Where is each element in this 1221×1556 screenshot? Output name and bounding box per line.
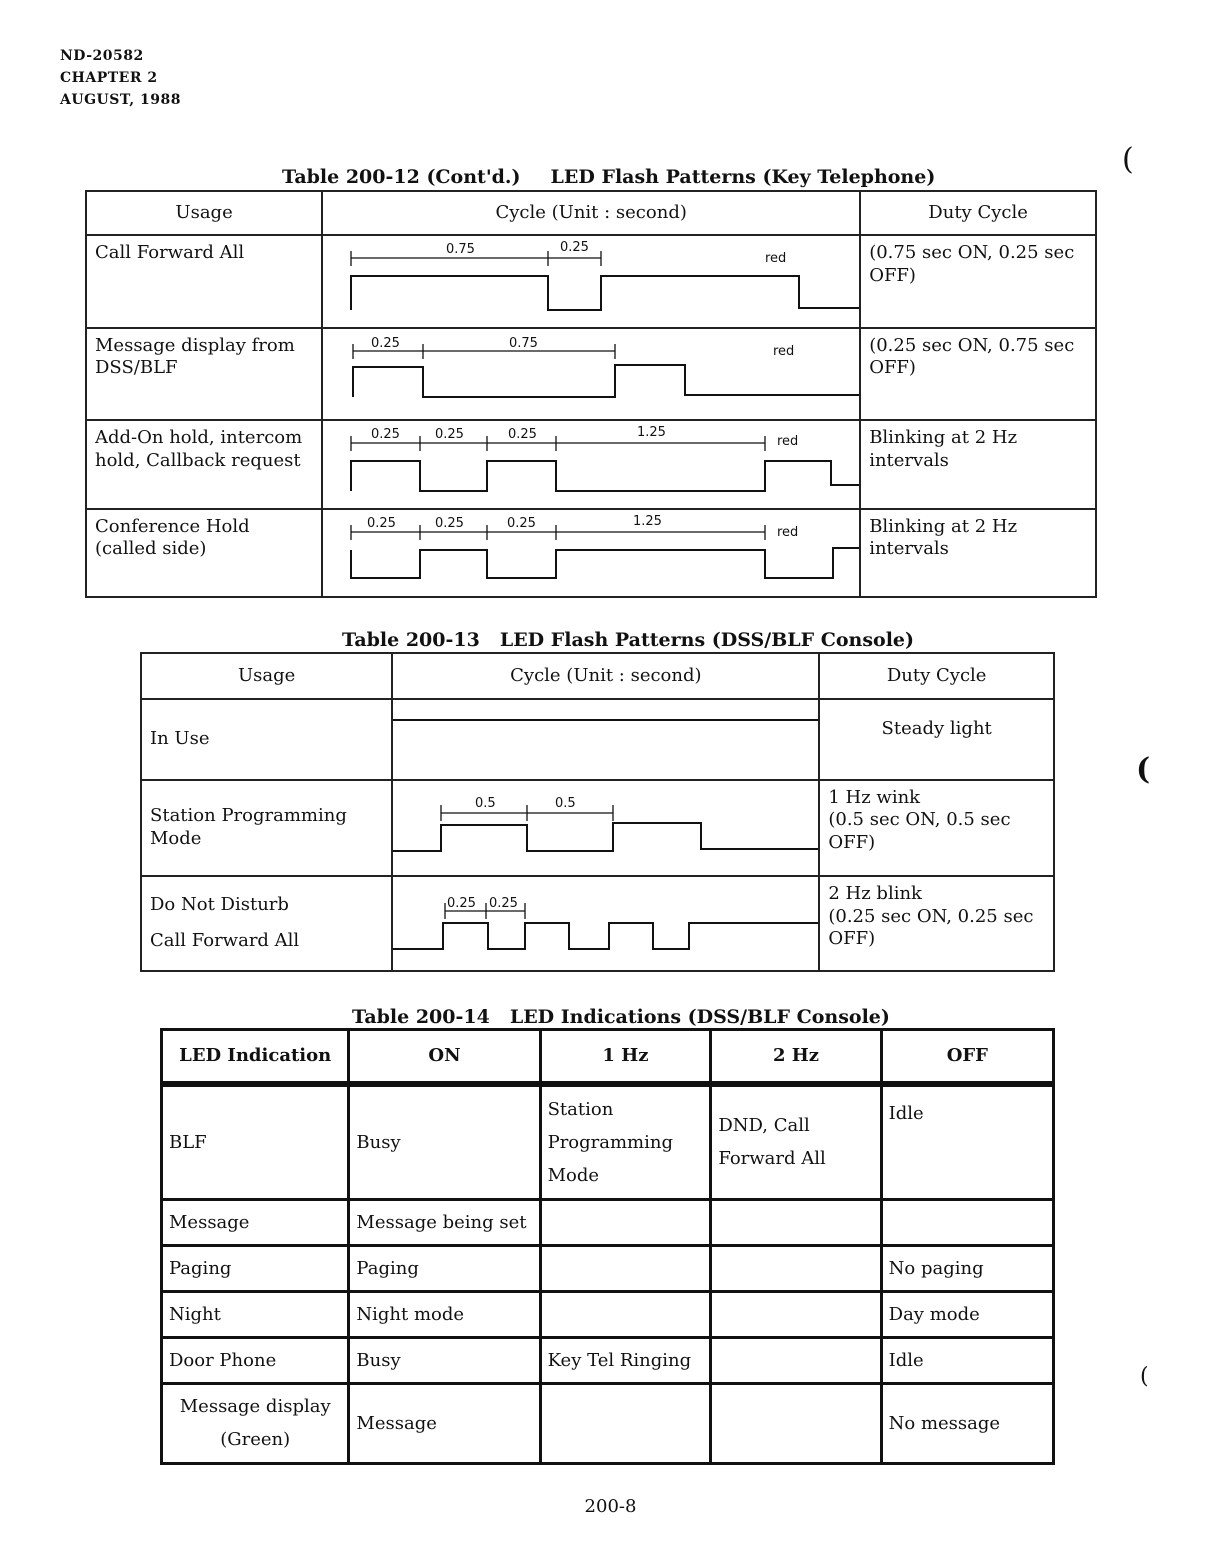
interval-label: 0.25 bbox=[507, 515, 537, 531]
table-12-caption: Table 200-12 (Cont'd.) LED Flash Patterns (Key Telephone) bbox=[282, 166, 936, 188]
waveform-conference-hold bbox=[323, 510, 859, 590]
cell-2hz bbox=[711, 1292, 881, 1338]
table-row bbox=[141, 876, 1054, 971]
table-row bbox=[162, 1246, 1054, 1292]
table-row bbox=[162, 1384, 1054, 1464]
table-row bbox=[86, 328, 1096, 421]
cell-1hz bbox=[540, 1200, 711, 1246]
table-row bbox=[86, 420, 1096, 509]
interval-label: 0.5 bbox=[555, 795, 577, 811]
usage-cell: In Use bbox=[141, 699, 392, 780]
header-cycle: Cycle (Unit : second) bbox=[322, 191, 860, 235]
usage-line: Do Not Disturb bbox=[150, 893, 289, 915]
cell-1hz bbox=[540, 1246, 711, 1292]
duty-cell: Blinking at 2 Hz intervals bbox=[860, 509, 1096, 598]
waveform-message-display bbox=[323, 329, 859, 413]
table-14-caption: Table 200-14 LED Indications (DSS/BLF Console) bbox=[352, 1006, 890, 1028]
duty-title: 2 Hz blink bbox=[828, 883, 922, 904]
duty-cell: (0.25 sec ON, 0.75 sec OFF) bbox=[860, 328, 1096, 421]
cell-indication: Message bbox=[162, 1200, 349, 1246]
cell-on: Busy bbox=[349, 1084, 540, 1200]
usage-cell: Conference Hold (called side) bbox=[86, 509, 322, 598]
cell-2hz: DND, Call Forward All bbox=[711, 1084, 881, 1200]
margin-mark: ( bbox=[1122, 142, 1134, 177]
duty-cell: Blinking at 2 Hz intervals bbox=[860, 420, 1096, 509]
table-14 bbox=[160, 1028, 1055, 1465]
cell-indication: Paging bbox=[162, 1246, 349, 1292]
cell-2hz bbox=[711, 1338, 881, 1384]
usage-cell: Add-On hold, intercom hold, Callback request bbox=[86, 420, 322, 509]
cell-off: Idle bbox=[881, 1338, 1053, 1384]
cell-off bbox=[881, 1200, 1053, 1246]
cell-indication: BLF bbox=[162, 1084, 349, 1200]
page-number: 200-8 bbox=[584, 1496, 637, 1517]
interval-label: 0.75 bbox=[509, 335, 539, 351]
cell-off: No message bbox=[881, 1384, 1053, 1464]
waveform-cell bbox=[392, 699, 819, 780]
table-13-caption: Table 200-13 LED Flash Patterns (DSS/BLF Console) bbox=[342, 629, 914, 651]
table-row bbox=[86, 235, 1096, 328]
header-led-indication: LED Indication bbox=[162, 1030, 349, 1084]
duty-cell: (0.75 sec ON, 0.25 sec OFF) bbox=[860, 235, 1096, 328]
margin-mark: ( bbox=[1140, 1364, 1149, 1389]
waveform-cell bbox=[322, 420, 860, 509]
cell-off: Day mode bbox=[881, 1292, 1053, 1338]
interval-label: 0.25 bbox=[435, 427, 465, 442]
cell-on: Message bbox=[349, 1384, 540, 1464]
cell-off: Idle bbox=[881, 1084, 1053, 1200]
color-label: red bbox=[765, 251, 787, 266]
cell-indication: Message display (Green) bbox=[162, 1384, 349, 1464]
waveform-add-on-hold bbox=[323, 421, 859, 501]
cell-on: Message being set bbox=[349, 1200, 540, 1246]
usage-cell bbox=[141, 876, 392, 971]
table-row bbox=[141, 699, 1054, 780]
interval-label: 0.75 bbox=[446, 242, 476, 257]
cell-2hz bbox=[711, 1384, 881, 1464]
interval-label: 0.25 bbox=[447, 896, 477, 911]
duty-cell bbox=[819, 876, 1054, 971]
waveform-cell bbox=[392, 780, 819, 877]
waveform-call-forward-all bbox=[323, 236, 859, 320]
waveform-cell bbox=[392, 876, 819, 971]
header-off: OFF bbox=[881, 1030, 1053, 1084]
cell-on: Paging bbox=[349, 1246, 540, 1292]
usage-cell: Message display from DSS/BLF bbox=[86, 328, 322, 421]
cell-indication: Night bbox=[162, 1292, 349, 1338]
header-usage: Usage bbox=[141, 653, 392, 699]
date-label: AUGUST, 1988 bbox=[60, 92, 181, 108]
duty-desc: (0.5 sec ON, 0.5 sec OFF) bbox=[828, 809, 1011, 853]
waveform-station-programming bbox=[393, 781, 818, 869]
chapter-label: CHAPTER 2 bbox=[60, 70, 158, 86]
interval-label: 0.25 bbox=[560, 240, 590, 255]
interval-label: 0.25 bbox=[367, 515, 397, 531]
waveform-cell bbox=[322, 328, 860, 421]
interval-label: 0.25 bbox=[371, 335, 401, 351]
table-row bbox=[162, 1338, 1054, 1384]
interval-label: 1.25 bbox=[633, 513, 663, 529]
cell-indication: Door Phone bbox=[162, 1338, 349, 1384]
header-1hz: 1 Hz bbox=[540, 1030, 711, 1084]
color-label: red bbox=[777, 524, 799, 540]
cell-on: Night mode bbox=[349, 1292, 540, 1338]
header-duty-cycle: Duty Cycle bbox=[860, 191, 1096, 235]
waveform-cell bbox=[322, 235, 860, 328]
interval-label: 0.5 bbox=[475, 795, 497, 811]
cell-off: No paging bbox=[881, 1246, 1053, 1292]
color-label: red bbox=[773, 343, 795, 359]
table-row bbox=[162, 1292, 1054, 1338]
header-usage: Usage bbox=[86, 191, 322, 235]
waveform-in-use bbox=[393, 700, 818, 772]
duty-cell bbox=[819, 780, 1054, 877]
table-row bbox=[162, 1084, 1054, 1200]
table-13 bbox=[140, 652, 1055, 972]
duty-desc: (0.25 sec ON, 0.25 sec OFF) bbox=[828, 905, 1034, 949]
interval-label: 1.25 bbox=[637, 425, 667, 440]
usage-cell: Call Forward All bbox=[86, 235, 322, 328]
cell-2hz bbox=[711, 1200, 881, 1246]
table-row bbox=[141, 780, 1054, 877]
waveform-dnd bbox=[393, 877, 818, 963]
interval-label: 0.25 bbox=[508, 427, 538, 442]
cell-1hz bbox=[540, 1292, 711, 1338]
usage-line: Call Forward All bbox=[150, 930, 300, 952]
cell-on: Busy bbox=[349, 1338, 540, 1384]
table-row bbox=[86, 509, 1096, 598]
interval-label: 0.25 bbox=[489, 896, 519, 911]
cell-1hz bbox=[540, 1384, 711, 1464]
header-cycle: Cycle (Unit : second) bbox=[392, 653, 819, 699]
duty-cell: Steady light bbox=[819, 699, 1054, 780]
usage-cell: Station Programming Mode bbox=[141, 780, 392, 877]
doc-number: ND-20582 bbox=[60, 48, 144, 64]
duty-title: 1 Hz wink bbox=[828, 786, 921, 808]
cell-1hz: Station Programming Mode bbox=[540, 1084, 711, 1200]
color-label: red bbox=[777, 434, 799, 449]
margin-mark: ( bbox=[1136, 752, 1151, 787]
table-12 bbox=[85, 190, 1097, 598]
interval-label: 0.25 bbox=[435, 515, 465, 531]
header-on: ON bbox=[349, 1030, 540, 1084]
waveform-cell bbox=[322, 509, 860, 598]
header-duty-cycle: Duty Cycle bbox=[819, 653, 1054, 699]
cell-1hz: Key Tel Ringing bbox=[540, 1338, 711, 1384]
cell-2hz bbox=[711, 1246, 881, 1292]
header-2hz: 2 Hz bbox=[711, 1030, 881, 1084]
interval-label: 0.25 bbox=[371, 427, 401, 442]
table-row bbox=[162, 1200, 1054, 1246]
